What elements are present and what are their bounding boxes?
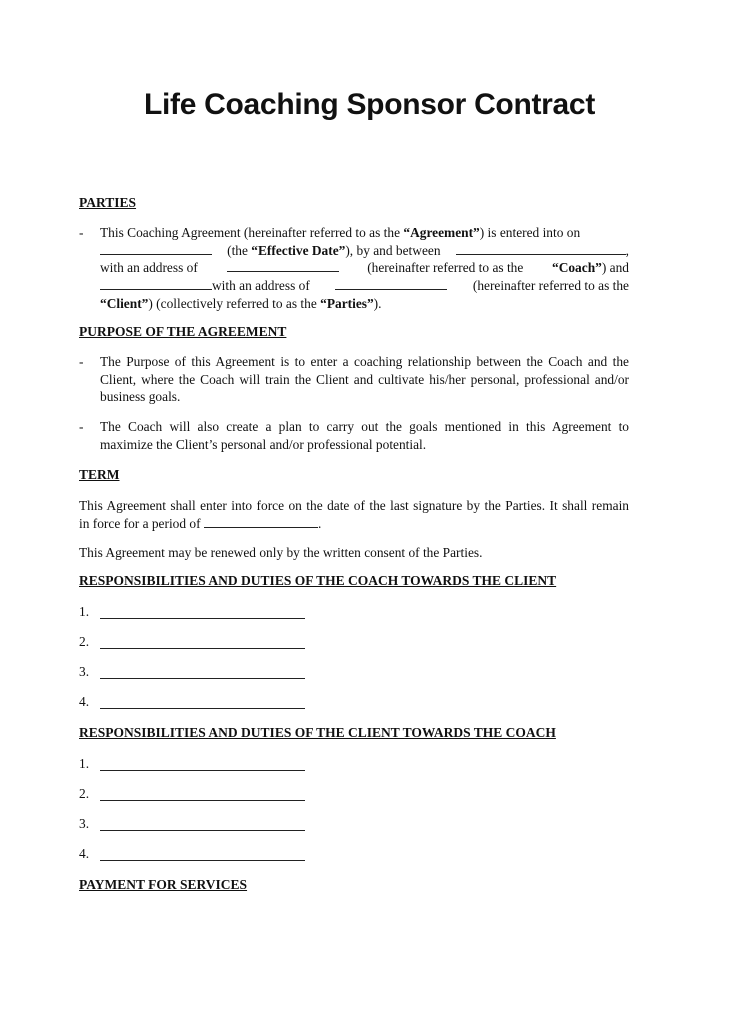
parties-line-1: This Coaching Agreement (hereinafter referred to as the “Agreement”) is entered into on	[100, 225, 581, 240]
heading-purpose: PURPOSE OF THE AGREEMENT	[79, 324, 287, 339]
parties-line-3: with an address of (hereinafter referred to as the “Coach”) and	[100, 260, 629, 276]
purpose-bullet-2: The Coach will also create a plan to carry out the goals mentioned in this Agreement to maximize the Client’s personal and/or professional potential.	[100, 419, 629, 452]
coach-duty-blank-4[interactable]	[100, 694, 305, 709]
bullet-dash: -	[79, 354, 84, 369]
client-duty-item-3: 3.	[79, 816, 90, 831]
heading-term: TERM	[79, 467, 120, 482]
parties-line-4: with an address of (hereinafter referred to as the	[100, 277, 629, 295]
purpose-bullet-1: The Purpose of this Agreement is to enter a coaching relationship between the Coach and the Client, where the Coach will train the Client and cultivate his/her personal, professional and/or business goals.	[100, 354, 629, 405]
client-duty-item-1: 1.	[79, 756, 90, 771]
term-period-blank[interactable]	[204, 515, 318, 528]
client-duty-blank-4[interactable]	[100, 846, 305, 861]
term-paragraph-2: This Agreement may be renewed only by the written consent of the Parties.	[79, 545, 483, 560]
coach-address-blank[interactable]	[227, 259, 339, 272]
effective-date-blank[interactable]	[100, 242, 212, 255]
coach-duty-blank-3[interactable]	[100, 664, 305, 679]
heading-payment: PAYMENT FOR SERVICES	[79, 877, 248, 892]
coach-duty-item-3: 3.	[79, 664, 90, 679]
coach-duty-item-4: 4.	[79, 694, 90, 709]
term-paragraph-1: This Agreement shall enter into force on the date of the last signature by the Parties. It shall remain in force for a period of .	[79, 498, 629, 531]
document-title: Life Coaching Sponsor Contract	[143, 88, 596, 121]
bullet-dash: -	[79, 225, 84, 240]
client-duty-blank-2[interactable]	[100, 786, 305, 801]
heading-coach-duties: RESPONSIBILITIES AND DUTIES OF THE COACH TOWARDS THE CLIENT	[79, 573, 557, 588]
client-address-blank[interactable]	[335, 277, 447, 290]
parties-paragraph	[100, 224, 629, 313]
party-one-name-blank[interactable]	[456, 242, 626, 255]
client-duty-item-4: 4.	[79, 846, 90, 861]
heading-client-duties: RESPONSIBILITIES AND DUTIES OF THE CLIENT TOWARDS THE COACH	[79, 725, 556, 740]
client-duty-blank-1[interactable]	[100, 756, 305, 771]
parties-line-5: “Client”) (collectively referred to as the “Parties”).	[100, 295, 382, 311]
client-duty-blank-3[interactable]	[100, 816, 305, 831]
client-duty-item-2: 2.	[79, 786, 90, 801]
coach-duty-blank-1[interactable]	[100, 604, 305, 619]
coach-duty-item-2: 2.	[79, 634, 90, 649]
client-name-blank[interactable]	[100, 277, 212, 290]
heading-parties: PARTIES	[79, 195, 137, 210]
bullet-dash: -	[79, 419, 84, 434]
coach-duty-item-1: 1.	[79, 604, 90, 619]
coach-duty-blank-2[interactable]	[100, 634, 305, 649]
parties-line-2: (the “Effective Date”), by and between ,	[100, 242, 629, 260]
